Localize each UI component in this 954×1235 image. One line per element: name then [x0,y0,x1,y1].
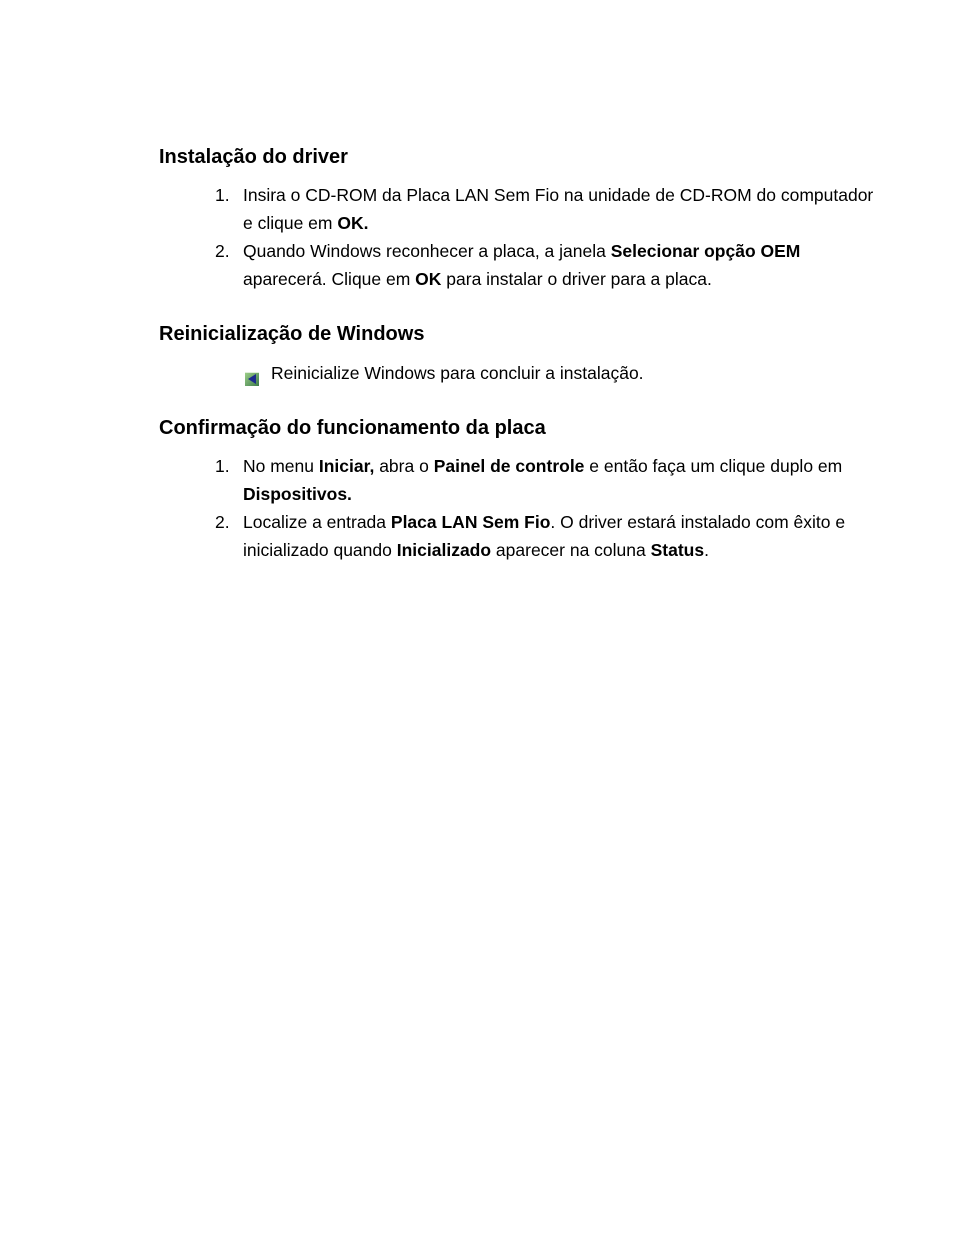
bold-term: Selecionar opção OEM [610,241,801,261]
bold-term: Painel de controle [433,456,585,476]
text-run: No menu [243,456,319,476]
text-run: . [704,540,709,560]
bold-term: Status [650,540,705,560]
text-run: abra o [374,456,434,476]
step-text [243,512,845,560]
step-text [243,456,842,504]
bold-term: Dispositivos. [243,484,352,504]
step-text [243,241,800,289]
text-run: Localize a entrada [243,512,391,532]
section-heading-windows-restart: Reinicialização de Windows [159,323,425,345]
bold-term: Iniciar, [318,456,375,476]
list-item [215,508,883,564]
bold-term: OK. [337,213,369,233]
text-run: e então faça um clique duplo em [584,456,843,476]
section-heading-driver-install: Instalação do driver [159,146,348,168]
step-number: 1. [215,185,230,205]
bold-term: OK [415,269,442,289]
text-run: aparecerá. Clique em [243,269,416,289]
section-heading-card-confirm: Confirmação do funcionamento da placa [159,417,546,439]
step-text [243,185,873,233]
restart-bullet-text: Reinicialize Windows para concluir a instalação. [271,363,644,383]
list-item [215,181,883,237]
text-run: . O driver estará instalado com êxito e inicializado quando [243,512,846,560]
step-number: 2. [215,512,230,532]
bold-term: Placa LAN Sem Fio [390,512,551,532]
step-number: 1. [215,456,230,476]
bold-term: Inicializado [396,540,492,560]
card-confirm-steps [215,452,883,564]
arrow-left-bullet-icon [245,366,259,380]
list-item [215,237,883,293]
step-number: 2. [215,241,230,261]
text-run: Insira o CD-ROM da Placa LAN Sem Fio na unidade de CD-ROM do computador e clique em [243,185,874,233]
text-run: para instalar o driver para a placa. [441,269,712,289]
text-run: aparecer na coluna [491,540,651,560]
text-run: Quando Windows reconhecer a placa, a janela [243,241,611,261]
driver-install-steps [215,181,883,293]
list-item [215,452,883,508]
